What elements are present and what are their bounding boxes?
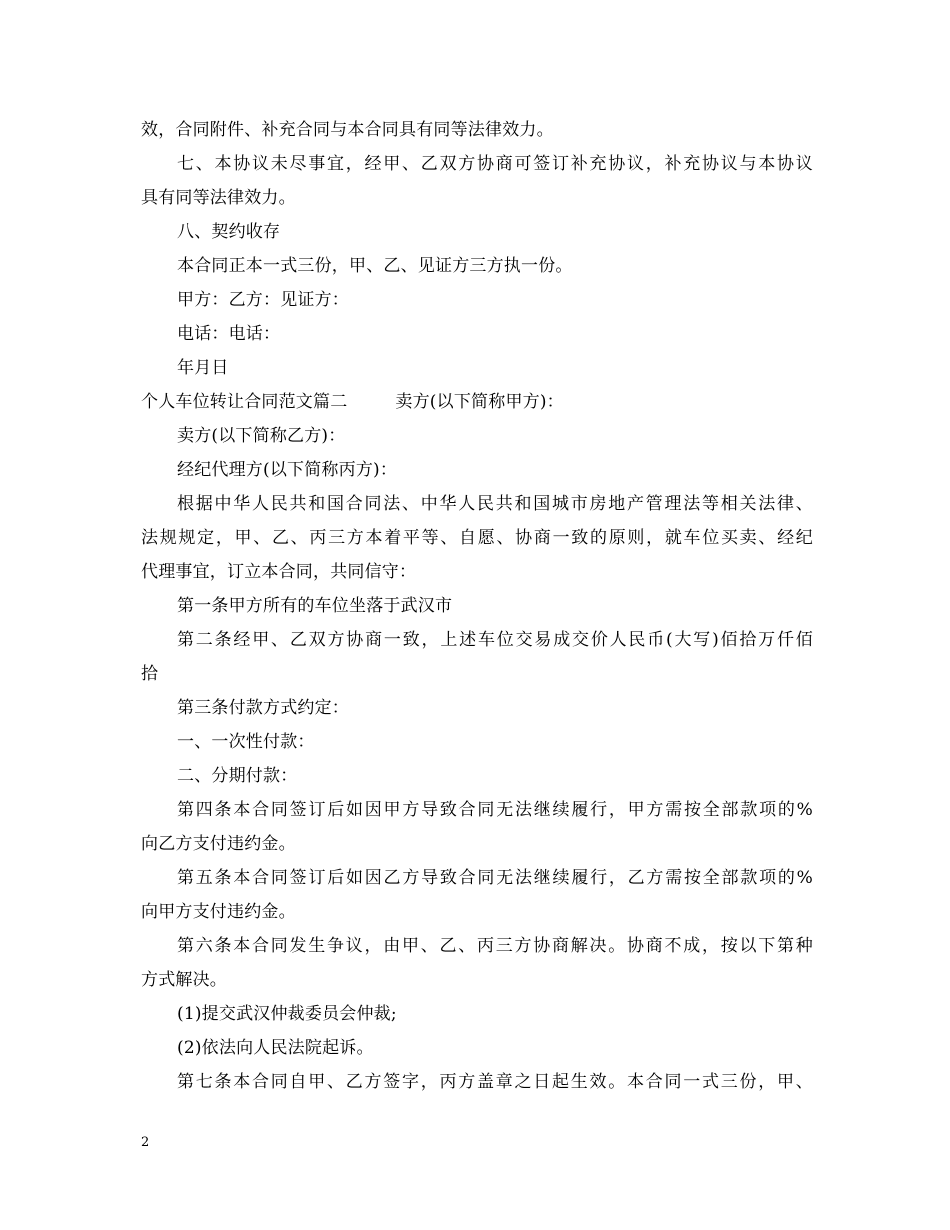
text-line-content: 具有同等法律效力。 [141, 188, 296, 208]
text-line-tail: 卖方(以下简称甲方)： [395, 392, 564, 412]
text-line [141, 691, 813, 725]
text-line [141, 827, 813, 861]
text-line [141, 1065, 813, 1099]
text-line-content: 七、本协议未尽事宜，经甲、乙双方协商可签订补充协议，补充协议与本协议 [177, 154, 813, 174]
text-line-content: 方式解决。 [141, 970, 227, 990]
text-line-content: 第三条付款方式约定： [177, 698, 349, 718]
text-line [141, 997, 813, 1031]
text-line-content: 拾 [141, 664, 159, 684]
text-line-content: 个人车位转让合同范文篇二 [141, 392, 348, 412]
text-line [141, 113, 813, 147]
text-line-content: 第二条经甲、乙双方协商一致，上述车位交易成交价人民币(大写)佰拾万仟佰 [177, 630, 813, 650]
text-line [141, 963, 813, 997]
text-line-content: 一、一次性付款： [177, 732, 315, 752]
text-line-content: 第一条甲方所有的车位坐落于武汉市 [177, 596, 453, 616]
text-line-content: 经纪代理方(以下简称丙方)： [177, 460, 398, 480]
text-line [141, 385, 813, 419]
text-line-content: 电话：电话： [177, 324, 281, 344]
text-line [141, 861, 813, 895]
text-line [141, 147, 813, 181]
text-line [141, 215, 813, 249]
text-line [141, 555, 813, 589]
text-line [141, 1031, 813, 1065]
text-line [141, 929, 813, 963]
text-line-content: 卖方(以下简称乙方)： [177, 426, 346, 446]
text-line-content: 第五条本合同签订后如因乙方导致合同无法继续履行，乙方需按全部款项的% [177, 868, 813, 888]
text-line [141, 453, 813, 487]
text-line-content: 甲方：乙方：见证方： [177, 290, 349, 310]
text-line [141, 317, 813, 351]
text-line [141, 725, 813, 759]
text-line [141, 759, 813, 793]
text-line-content: 年月日 [177, 358, 229, 378]
text-line-content: 本合同正本一式三份，甲、乙、见证方三方执一份。 [177, 256, 573, 276]
text-line-content: 第四条本合同签订后如因甲方导致合同无法继续履行，甲方需按全部款项的% [177, 800, 813, 820]
text-line-content: 效，合同附件、补充合同与本合同具有同等法律效力。 [141, 120, 554, 140]
text-line-content: 根据中华人民共和国合同法、中华人民共和国城市房地产管理法等相关法律、 [177, 494, 813, 514]
page-number: 2 [141, 1135, 150, 1150]
text-line-content: 向乙方支付违约金。 [141, 834, 296, 854]
text-line-content: (1)提交武汉仲裁委员会仲裁; [177, 1004, 397, 1024]
text-line-content: 第七条本合同自甲、乙方签字，丙方盖章之日起生效。本合同一式三份，甲、 [177, 1072, 813, 1092]
text-line-content: 二、分期付款： [177, 766, 298, 786]
text-line [141, 895, 813, 929]
text-line [141, 521, 813, 555]
text-line-content: 向甲方支付违约金。 [141, 902, 296, 922]
text-line-content: 八、契约收存 [177, 222, 281, 242]
text-line-content: 法规规定，甲、乙、丙三方本着平等、自愿、协商一致的原则，就车位买卖、经纪 [141, 528, 813, 548]
text-line [141, 181, 813, 215]
text-line [141, 589, 813, 623]
text-line-content: (2)依法向人民法院起诉。 [177, 1038, 374, 1058]
text-line [141, 793, 813, 827]
text-line [141, 419, 813, 453]
document-body [141, 113, 813, 1099]
text-line [141, 283, 813, 317]
text-line-content: 第六条本合同发生争议，由甲、乙、丙三方协商解决。协商不成，按以下第种 [177, 936, 813, 956]
text-line [141, 351, 813, 385]
text-line [141, 657, 813, 691]
text-line [141, 623, 813, 657]
text-line [141, 487, 813, 521]
text-line [141, 249, 813, 283]
text-line-content: 代理事宜，订立本合同，共同信守： [141, 562, 417, 582]
